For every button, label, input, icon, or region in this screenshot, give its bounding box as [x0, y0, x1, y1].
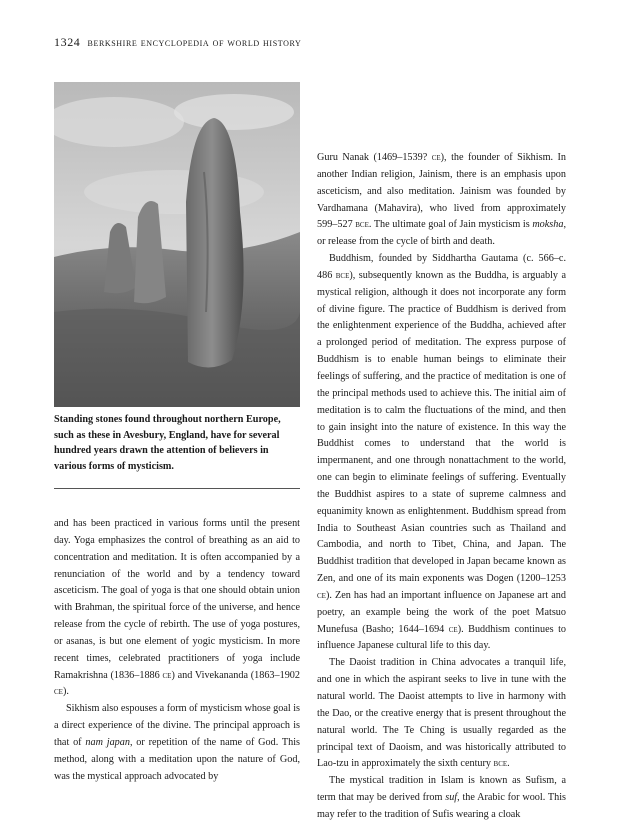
text-run: .	[507, 758, 510, 770]
page-number: 1324	[54, 35, 81, 49]
standing-stones-illustration	[54, 82, 300, 407]
text-run: Sikhism also espouses a form of mysticism whose goal is a direct experience of the divine. The principal approach is that of	[54, 703, 301, 748]
caption-divider	[54, 488, 300, 489]
paragraph-daoism	[317, 655, 566, 773]
text-run: ). Zen has had an important influence on Japanese art and poetry, an example being the work of the poet Matsuo Munefusa (Basho; 1644–1694	[317, 589, 566, 635]
paragraph-jainism	[317, 150, 566, 251]
text-run: Guru Nanak (1469–1539?	[317, 152, 432, 163]
running-header	[54, 35, 574, 50]
text-run: ).	[62, 686, 69, 698]
era-label: ce	[448, 624, 458, 635]
right-text-column	[317, 150, 566, 824]
era-label: ce	[54, 687, 63, 698]
text-run: and has been practiced in various forms until the present day. Yoga emphasizes the control of breathing as an aid to concentration and meditation. It is often accompanied by a renunciation of the world and by a tendency toward asceticism. The goal of yoga is that one should obtain union with Brahman, the spiritual force of the universe, and hence release from the cycle of rebirth. The use of yoga postures, or asanas, is but one element of yogic mysticism. In more recent times, celebrated practitioners of yoga include Ramakrishna (1836–1886	[54, 518, 300, 681]
text-run: ) and Vivekananda (1863–1902	[171, 669, 300, 681]
text-run: ), subsequently known as the Buddha, is arguably a mystical religion, although it does not incorporate any form of divine figure. The practice of Buddhism is derived from the enlightenment experience of the Buddha, achieved after a prolonged period of meditation. The express purpose of Buddhism is to enable human beings to eliminate their feelings of suffering, and the practice of meditation is one of the principal methods used to achieve this. The initial aim of meditation is to calm the fluctuations of the mind, and then to gain insight into the nature of existence. In this way the Buddhist comes to understand that the world is impermanent, and one through nonattachment to the world, one can begin to eliminate feelings of suffering. Eventually the Buddhist aspires to a state of supreme calmness and equanimity known as enlightenment. Buddhism spread from India to Southeast Asian countries such as Thailand and Cambodia, and north to Tibet, China, and Japan. The Buddhist tradition that developed in Japan became known as Zen, and one of its main exponents was Dogen (1200–1253	[317, 269, 567, 585]
era-label: ce	[317, 590, 326, 601]
text-run: , the Arabic for wool. This may refer to the tradition of Sufis wearing a cloak	[317, 792, 566, 820]
left-text-column	[54, 516, 300, 786]
text-run: Buddhism, founded by Siddhartha Gautama (c. 566–c. 486	[317, 253, 566, 281]
era-label: bce	[493, 759, 508, 770]
paragraph-buddhism	[317, 251, 566, 655]
italic-term: moksha	[532, 219, 564, 231]
era-label: ce	[431, 153, 441, 163]
paragraph-yoga	[54, 516, 300, 701]
figure-caption: Standing stones found throughout northern Europe, such as these in Avesbury, England, have for several hundred years drawn the attention of believers in various forms of mysticism.	[54, 414, 281, 472]
era-label: bce	[335, 270, 350, 281]
running-title: berkshire encyclopedia of world history	[87, 37, 302, 49]
era-label: bce	[355, 220, 369, 231]
paragraph-sufism	[317, 773, 566, 824]
text-run: . The ultimate goal of Jain mysticism is	[368, 219, 533, 231]
text-run: The Daoist tradition in China advocates a tranquil life, and one in which the aspirant seeks to live in tune with the natural world. The Daoist attempts to live in harmony with the Dao, or the creative energy that is present throughout the natural world. The Te Ching is usually regarded as the principal text of Daoism, and was historically attributed to Lao-tzu in approximately the sixth century	[317, 657, 566, 770]
text-run: ). Buddhism continues to influence Japanese cultural life to this day.	[317, 623, 566, 652]
text-run: , or repetition of the name of God. This method, along with a meditation upon the nature of God, was the mystical approach advocated by	[54, 736, 301, 782]
era-label: ce	[162, 670, 172, 681]
italic-term: nam japan	[85, 736, 130, 748]
text-run: The mystical tradition in Islam is known as Sufism, a term that may be derived from	[317, 775, 566, 804]
italic-term: suf	[445, 792, 458, 804]
text-run: , or release from the cycle of birth and death.	[317, 219, 566, 248]
text-run: ), the founder of Sikhism. In another Indian religion, Jainism, there is an emphasis upon asceticism, and also meditation. Jainism was founded by Vardhamana (Mahavira), who lived from approximately 599–527	[317, 152, 566, 231]
paragraph-sikhism	[54, 701, 300, 785]
standing-stones-photo	[54, 82, 300, 407]
